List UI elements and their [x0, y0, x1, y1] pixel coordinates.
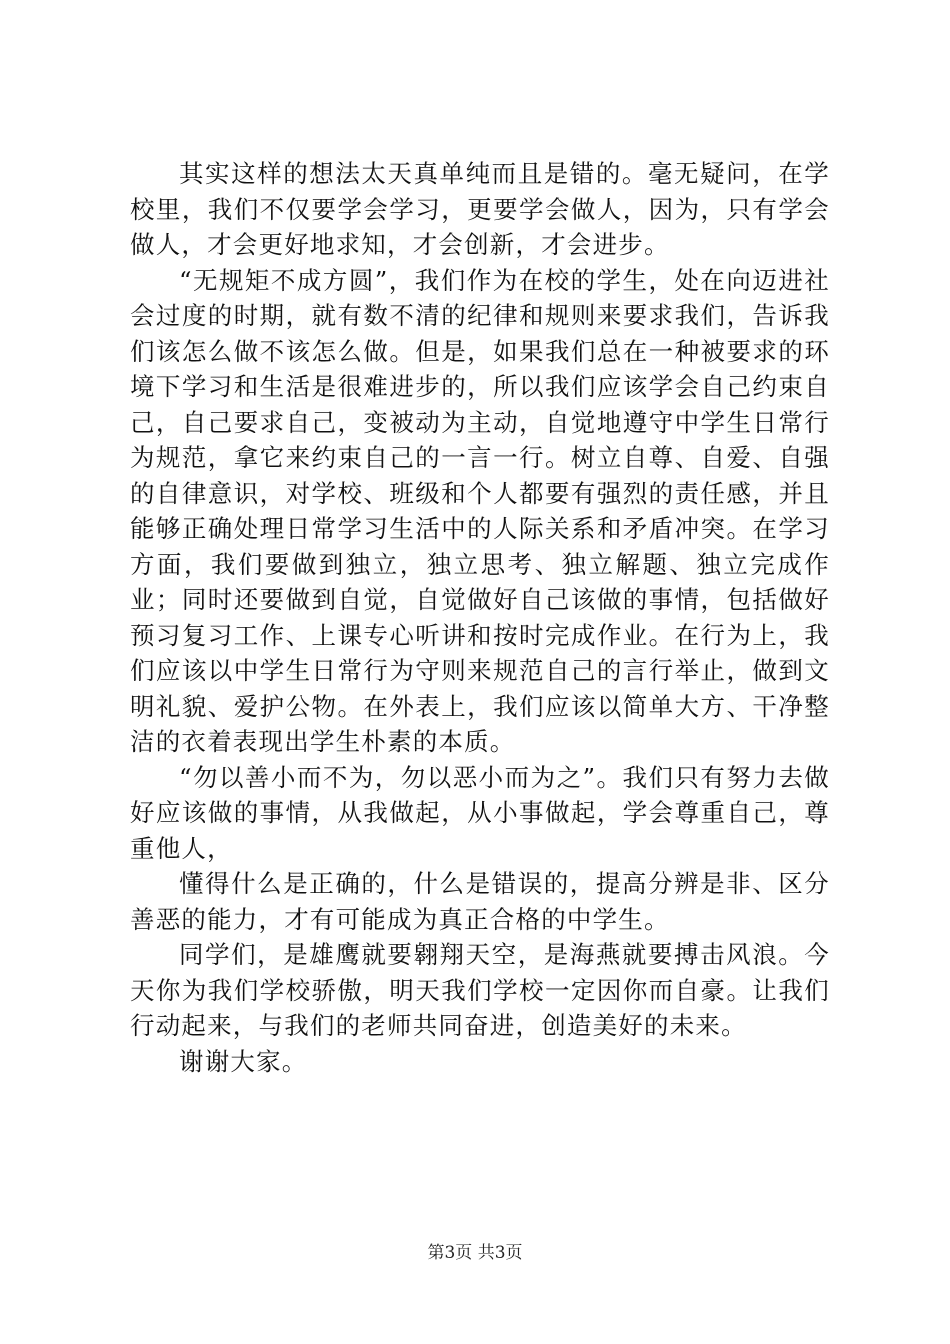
paragraph-3: “勿以善小而不为，勿以恶小而为之”。我们只有努力去做好应该做的事情，从我做起，从小事做起，学会尊重自己，尊重他人， — [130, 762, 830, 863]
paragraph-1: 其实这样的想法太天真单纯而且是错的。毫无疑问，在学校里，我们不仅要学会学习，更要学会做人，因为，只有学会做人，才会更好地求知，才会创新，才会进步。 — [130, 159, 830, 259]
page-footer: 第3页 共3页 — [427, 1243, 523, 1263]
document-body — [130, 156, 830, 1079]
paragraph-6: 谢谢大家。 — [179, 1046, 308, 1076]
paragraph-5: 同学们，是雄鹰就要翱翔天空，是海燕就要搏击风浪。今天你为我们学校骄傲，明天我们学校一定因你而自豪。让我们行动起来，与我们的老师共同奋进，创造美好的未来。 — [130, 940, 830, 1040]
paragraph-4: 懂得什么是正确的，什么是错误的，提高分辨是非、区分善恶的能力，才有可能成为真正合格的中学生。 — [130, 869, 830, 934]
paragraph-2: “无规矩不成方圆”，我们作为在校的学生，处在向迈进社会过度的时期，就有数不清的纪律和规则来要求我们，告诉我们该怎么做不该怎么做。但是，如果我们总在一种被要求的环境下学习和生活是很难进步的，所以我们应该学会自己约束自己，自己要求自己，变被动为主动，自觉地遵守中学生日常行为规范，拿它来约束自己的一言一行。树立自尊、自爱、自强的自律意识，对学校、班级和个人都要有强烈的责任感，并且能够正确处理日常学习生活中的人际关系和矛盾冲突。在学习方面，我们要做到独立，独立思考、独立解题、独立完成作业；同时还要做到自觉，自觉做好自己该做的事情，包括做好预习复习工作、上课专心听讲和按时完成作业。在行为上，我们应该以中学生日常行为守则来规范自己的言行举止，做到文明礼貌、爱护公物。在外表上，我们应该以简单大方、干净整洁的衣着表现出学生朴素的本质。 — [130, 265, 830, 756]
